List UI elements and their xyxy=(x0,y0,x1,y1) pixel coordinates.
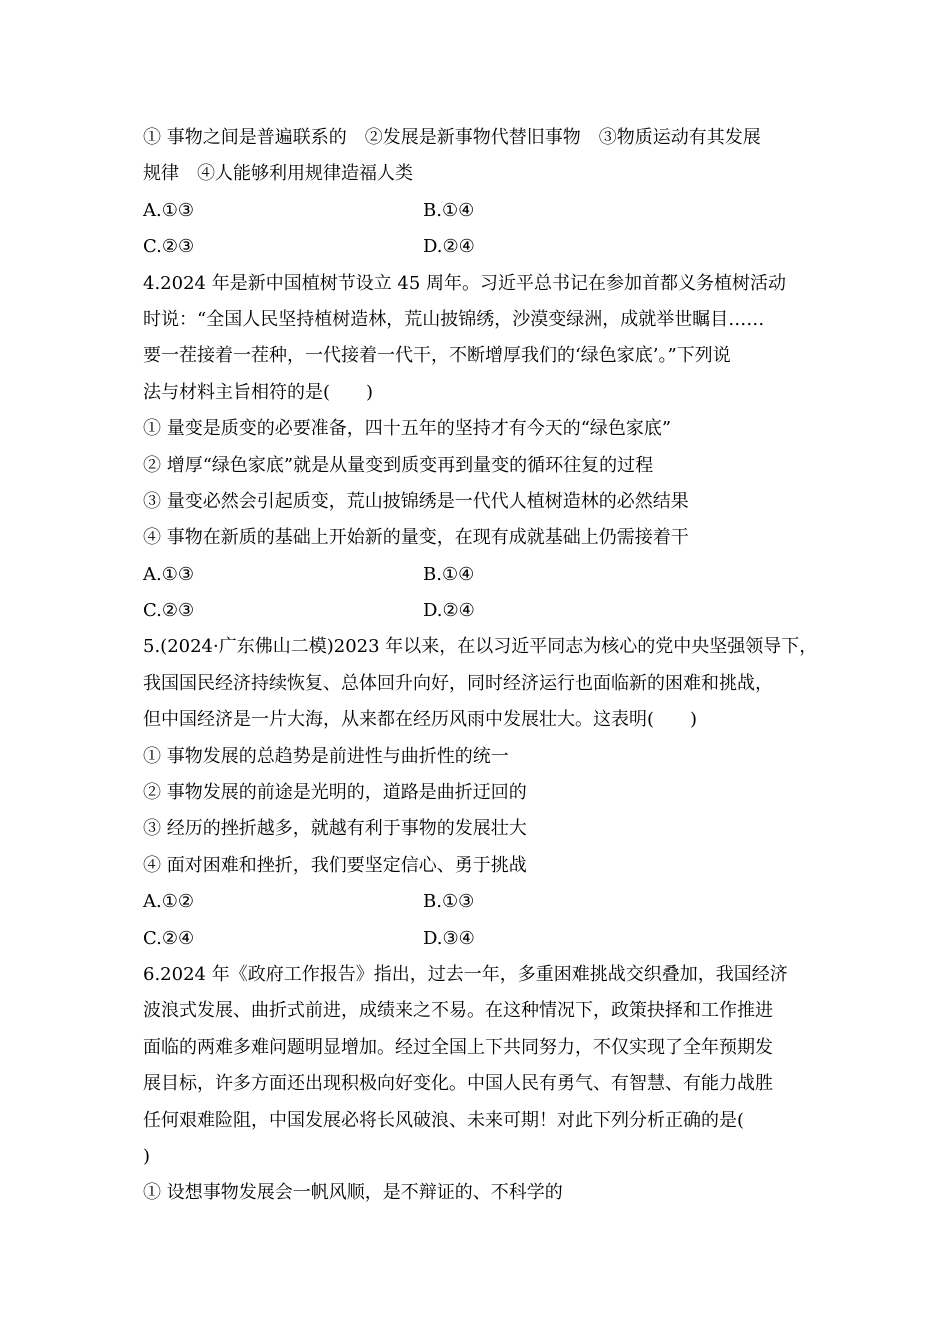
question-6 xyxy=(143,957,823,1212)
option-d: D.②④ xyxy=(423,600,475,622)
document-page xyxy=(143,120,823,1212)
options-row xyxy=(143,557,823,593)
text-line: 4.2024 年是新中国植树节设立 45 周年。习近平总书记在参加首都义务植树活动 xyxy=(143,272,787,294)
statement-1: ① 设想事物发展会一帆风顺，是不辩证的、不科学的 xyxy=(143,1182,563,1204)
question-5 xyxy=(143,629,823,957)
statement-3: ③ 量变必然会引起质变，荒山披锦绣是一代代人植树造林的必然结果 xyxy=(143,490,689,512)
option-c: C.②④ xyxy=(143,927,195,949)
option-a: A.①② xyxy=(143,891,194,913)
option-b: B.①④ xyxy=(423,563,475,585)
statement-4: ④ 面对困难和挫折，我们要坚定信心、勇于挑战 xyxy=(143,854,527,876)
options-row xyxy=(143,921,823,957)
text-line: 但中国经济是一片大海，从来都在经历风雨中发展壮大。这表明( ) xyxy=(143,709,698,731)
option-b: B.①④ xyxy=(423,199,475,221)
option-c: C.②③ xyxy=(143,236,195,258)
statement-2: ② 事物发展的前途是光明的，道路是曲折迂回的 xyxy=(143,782,527,804)
options-row xyxy=(143,884,823,920)
option-d: D.③④ xyxy=(423,927,475,949)
option-a: A.①③ xyxy=(143,563,194,585)
text-line: 任何艰难险阻，中国发展必将长风破浪、未来可期！对此下列分析正确的是( xyxy=(143,1109,745,1131)
options-row xyxy=(143,229,823,265)
text-line: 6.2024 年《政府工作报告》指出，过去一年，多重困难挑战交织叠加，我国经济 xyxy=(143,963,788,985)
text-line: 5.(2024·广东佛山二模)2023 年以来，在以习近平同志为核心的党中央坚强领导下， xyxy=(143,636,818,658)
text-line: 展目标，许多方面还出现积极向好变化。中国人民有勇气、有智慧、有能力战胜 xyxy=(143,1073,773,1095)
question-3-tail xyxy=(143,120,823,266)
text-line: 要一茬接着一茬种，一代接着一代干，不断增厚我们的‘绿色家底’。”下列说 xyxy=(143,345,731,367)
option-d: D.②④ xyxy=(423,236,475,258)
text-line: 法与材料主旨相符的是( ) xyxy=(143,381,374,403)
option-c: C.②③ xyxy=(143,600,195,622)
question-4 xyxy=(143,266,823,630)
statement-2: ② 增厚“绿色家底”就是从量变到质变再到量变的循环往复的过程 xyxy=(143,454,654,476)
statement-1: ① 量变是质变的必要准备，四十五年的坚持才有今天的“绿色家底” xyxy=(143,418,672,440)
text-line: 规律 ④人能够利用规律造福人类 xyxy=(143,163,413,185)
options-row xyxy=(143,193,823,229)
text-line: ) xyxy=(143,1145,151,1167)
text-line: 面临的两难多难问题明显增加。经过全国上下共同努力，不仅实现了全年预期发 xyxy=(143,1036,773,1058)
text-line: 波浪式发展、曲折式前进，成绩来之不易。在这种情况下，政策抉择和工作推进 xyxy=(143,1000,773,1022)
option-b: B.①③ xyxy=(423,891,475,913)
statement-4: ④ 事物在新质的基础上开始新的量变，在现有成就基础上仍需接着干 xyxy=(143,527,689,549)
text-line: 时说：“全国人民坚持植树造林，荒山披锦绣，沙漠变绿洲，成就举世瞩目…… xyxy=(143,308,765,330)
text-line: ① 事物之间是普遍联系的 ②发展是新事物代替旧事物 ③物质运动有其发展 xyxy=(143,127,761,148)
text-line: 我国国民经济持续恢复、总体回升向好，同时经济运行也面临新的困难和挑战， xyxy=(143,672,773,694)
options-row xyxy=(143,593,823,629)
option-a: A.①③ xyxy=(143,199,194,221)
statement-1: ① 事物发展的总趋势是前进性与曲折性的统一 xyxy=(143,745,509,767)
statement-3: ③ 经历的挫折越多，就越有利于事物的发展壮大 xyxy=(143,818,527,840)
